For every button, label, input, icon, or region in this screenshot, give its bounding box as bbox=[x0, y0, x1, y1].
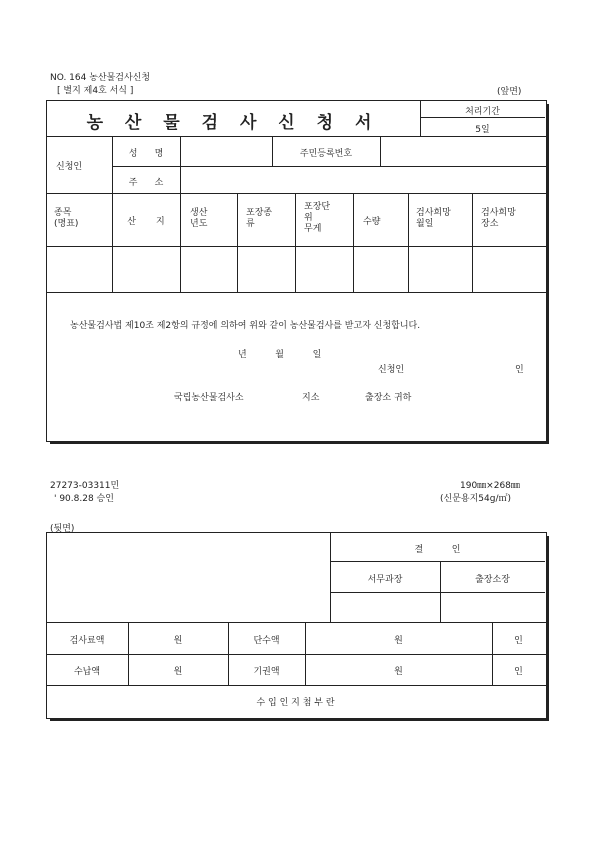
address-label: 주 소 bbox=[128, 178, 164, 188]
fee-label: 검사료액 bbox=[69, 636, 105, 646]
id-number-label: 주민등록번호 bbox=[299, 149, 353, 159]
paid-label: 수납액 bbox=[73, 667, 101, 677]
stamp-label: 기권액 bbox=[253, 667, 280, 677]
approval-date: ' 90.8.28 승인 bbox=[54, 494, 114, 504]
paper-size: 190㎜×268㎜ bbox=[460, 481, 520, 491]
statement-text: 농산물검사법 제10조 제2항의 규정에 의하여 위와 같이 농산물검사를 받고자 신청합니다. bbox=[70, 321, 421, 331]
fraction-won: 원 bbox=[394, 636, 403, 646]
col-date: 검사희망 월일 bbox=[416, 208, 451, 229]
processing-period-label: 처리기간 bbox=[465, 107, 500, 117]
name-field[interactable] bbox=[181, 137, 271, 165]
fee-seal: 인 bbox=[514, 636, 523, 646]
stamp-won: 원 bbox=[394, 667, 403, 677]
addressee-label: 출장소 귀하 bbox=[365, 393, 412, 403]
processing-period-value: 5일 bbox=[475, 125, 490, 135]
col-kind: 종목 (명표) bbox=[54, 208, 79, 229]
col-place: 검사희망 장소 bbox=[481, 208, 516, 229]
form-title: 농 산 물 검 사 신 청 서 bbox=[86, 113, 380, 133]
branch-label: 지소 bbox=[302, 393, 320, 403]
id-number-field[interactable] bbox=[381, 137, 545, 165]
date-line: 년 월 일 bbox=[238, 350, 322, 360]
office-chief-label: 출장소장 bbox=[475, 575, 510, 585]
attachment-label: [ 별지 제4호 서식 ] bbox=[57, 86, 134, 96]
fee-won: 원 bbox=[173, 636, 183, 646]
general-affairs-label: 서무과장 bbox=[367, 575, 403, 585]
office-name: 국립농산물검사소 bbox=[174, 393, 244, 403]
col-quantity: 수량 bbox=[363, 217, 381, 227]
address-field[interactable] bbox=[181, 167, 545, 192]
col-pack-unit: 포장단 위 무게 bbox=[304, 202, 331, 234]
form-number: NO. 164 농산물검사신청 bbox=[50, 73, 151, 83]
paper-type: (신문용지54g/㎡) bbox=[440, 494, 511, 504]
revenue-stamp-area: 수 입 인 지 첨 부 란 bbox=[256, 698, 335, 708]
approval-label: 결 인 bbox=[414, 545, 461, 555]
name-label: 성 명 bbox=[128, 149, 164, 159]
signer-seal: 인 bbox=[515, 365, 524, 375]
col-year: 생산 년도 bbox=[190, 208, 208, 229]
applicant-label: 신청인 bbox=[56, 162, 83, 172]
paid-won: 원 bbox=[173, 667, 183, 677]
col-origin: 산 지 bbox=[127, 217, 165, 227]
signer-label: 신청인 bbox=[378, 365, 405, 375]
paid-seal: 인 bbox=[514, 667, 523, 677]
fraction-label: 단수액 bbox=[253, 636, 280, 646]
col-pack-type: 포장종 류 bbox=[246, 208, 273, 229]
form-code: 27273-03311민 bbox=[50, 481, 120, 491]
front-side-label: (앞면) bbox=[497, 87, 522, 97]
back-side-label: (뒷면) bbox=[50, 524, 75, 534]
